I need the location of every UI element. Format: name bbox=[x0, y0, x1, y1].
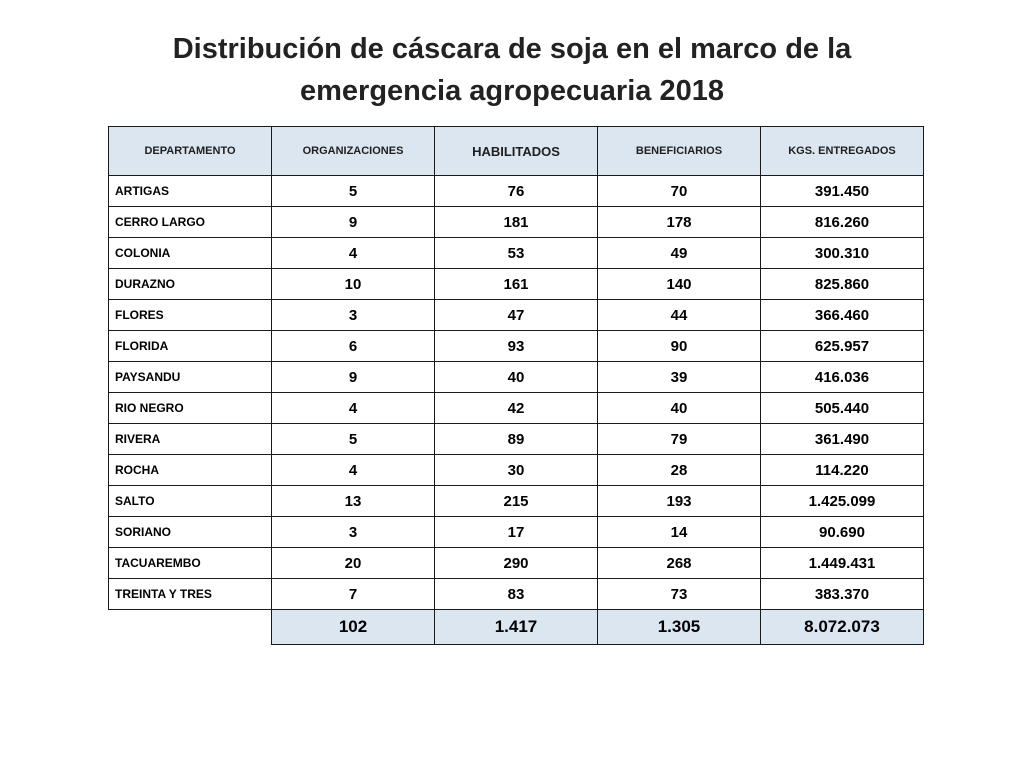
title-line-1: Distribución de cáscara de soja en el marco de la bbox=[172, 33, 852, 65]
cell-habilitados: 30 bbox=[435, 455, 598, 486]
cell-habilitados: 40 bbox=[435, 362, 598, 393]
cell-organizaciones: 3 bbox=[272, 300, 435, 331]
table-row bbox=[109, 331, 924, 362]
cell-kgs-entregados: 416.036 bbox=[761, 362, 924, 393]
cell-beneficiarios: 193 bbox=[598, 486, 761, 517]
table-row bbox=[109, 269, 924, 300]
cell-beneficiarios: 90 bbox=[598, 331, 761, 362]
cell-habilitados: 93 bbox=[435, 331, 598, 362]
header-organizaciones: ORGANIZACIONES bbox=[272, 127, 435, 176]
cell-beneficiarios: 73 bbox=[598, 579, 761, 610]
total-habilitados: 1.417 bbox=[435, 610, 598, 645]
header-beneficiarios: BENEFICIARIOS bbox=[598, 127, 761, 176]
cell-organizaciones: 4 bbox=[272, 238, 435, 269]
cell-beneficiarios: 49 bbox=[598, 238, 761, 269]
cell-kgs-entregados: 1.425.099 bbox=[761, 486, 924, 517]
table-header-row bbox=[109, 127, 924, 176]
header-habilitados: HABILITADOS bbox=[435, 127, 598, 176]
cell-kgs-entregados: 300.310 bbox=[761, 238, 924, 269]
cell-beneficiarios: 44 bbox=[598, 300, 761, 331]
cell-organizaciones: 20 bbox=[272, 548, 435, 579]
cell-departamento: ROCHA bbox=[109, 455, 272, 486]
distribution-table bbox=[108, 126, 924, 645]
cell-kgs-entregados: 816.260 bbox=[761, 207, 924, 238]
table-row bbox=[109, 424, 924, 455]
cell-kgs-entregados: 90.690 bbox=[761, 517, 924, 548]
cell-organizaciones: 4 bbox=[272, 393, 435, 424]
cell-habilitados: 76 bbox=[435, 176, 598, 207]
cell-habilitados: 181 bbox=[435, 207, 598, 238]
cell-habilitados: 47 bbox=[435, 300, 598, 331]
table-row bbox=[109, 548, 924, 579]
cell-habilitados: 42 bbox=[435, 393, 598, 424]
cell-beneficiarios: 178 bbox=[598, 207, 761, 238]
cell-kgs-entregados: 383.370 bbox=[761, 579, 924, 610]
header-departamento: DEPARTAMENTO bbox=[109, 127, 272, 176]
cell-beneficiarios: 268 bbox=[598, 548, 761, 579]
cell-beneficiarios: 70 bbox=[598, 176, 761, 207]
cell-departamento: PAYSANDU bbox=[109, 362, 272, 393]
table-row bbox=[109, 517, 924, 548]
header-kgs-entregados: KGS. ENTREGADOS bbox=[761, 127, 924, 176]
cell-habilitados: 290 bbox=[435, 548, 598, 579]
cell-departamento: SORIANO bbox=[109, 517, 272, 548]
totals-row bbox=[109, 610, 924, 645]
cell-organizaciones: 10 bbox=[272, 269, 435, 300]
cell-habilitados: 215 bbox=[435, 486, 598, 517]
table-row bbox=[109, 362, 924, 393]
cell-organizaciones: 7 bbox=[272, 579, 435, 610]
cell-organizaciones: 9 bbox=[272, 207, 435, 238]
total-beneficiarios: 1.305 bbox=[598, 610, 761, 645]
cell-departamento: RIVERA bbox=[109, 424, 272, 455]
cell-departamento: FLORES bbox=[109, 300, 272, 331]
cell-beneficiarios: 28 bbox=[598, 455, 761, 486]
table-row bbox=[109, 579, 924, 610]
cell-habilitados: 161 bbox=[435, 269, 598, 300]
cell-organizaciones: 5 bbox=[272, 424, 435, 455]
cell-beneficiarios: 40 bbox=[598, 393, 761, 424]
cell-habilitados: 17 bbox=[435, 517, 598, 548]
cell-kgs-entregados: 366.460 bbox=[761, 300, 924, 331]
totals-blank-cell bbox=[109, 610, 272, 645]
table-row bbox=[109, 238, 924, 269]
title-line-2: emergencia agropecuaria 2018 bbox=[300, 75, 724, 107]
cell-kgs-entregados: 505.440 bbox=[761, 393, 924, 424]
cell-organizaciones: 6 bbox=[272, 331, 435, 362]
cell-departamento: CERRO LARGO bbox=[109, 207, 272, 238]
cell-habilitados: 83 bbox=[435, 579, 598, 610]
table-row bbox=[109, 176, 924, 207]
cell-kgs-entregados: 1.449.431 bbox=[761, 548, 924, 579]
cell-beneficiarios: 39 bbox=[598, 362, 761, 393]
total-organizaciones: 102 bbox=[272, 610, 435, 645]
cell-kgs-entregados: 825.860 bbox=[761, 269, 924, 300]
cell-departamento: TACUAREMBO bbox=[109, 548, 272, 579]
cell-kgs-entregados: 114.220 bbox=[761, 455, 924, 486]
cell-organizaciones: 13 bbox=[272, 486, 435, 517]
table-row bbox=[109, 207, 924, 238]
table-row bbox=[109, 455, 924, 486]
cell-habilitados: 53 bbox=[435, 238, 598, 269]
slide-title bbox=[0, 28, 1024, 112]
table-row bbox=[109, 300, 924, 331]
cell-kgs-entregados: 361.490 bbox=[761, 424, 924, 455]
cell-kgs-entregados: 625.957 bbox=[761, 331, 924, 362]
cell-organizaciones: 4 bbox=[272, 455, 435, 486]
cell-departamento: RIO NEGRO bbox=[109, 393, 272, 424]
cell-beneficiarios: 14 bbox=[598, 517, 761, 548]
cell-departamento: DURAZNO bbox=[109, 269, 272, 300]
cell-departamento: TREINTA Y TRES bbox=[109, 579, 272, 610]
table-row bbox=[109, 393, 924, 424]
cell-organizaciones: 3 bbox=[272, 517, 435, 548]
table-row bbox=[109, 486, 924, 517]
cell-organizaciones: 9 bbox=[272, 362, 435, 393]
cell-organizaciones: 5 bbox=[272, 176, 435, 207]
cell-beneficiarios: 140 bbox=[598, 269, 761, 300]
cell-departamento: SALTO bbox=[109, 486, 272, 517]
cell-habilitados: 89 bbox=[435, 424, 598, 455]
cell-kgs-entregados: 391.450 bbox=[761, 176, 924, 207]
cell-beneficiarios: 79 bbox=[598, 424, 761, 455]
cell-departamento: FLORIDA bbox=[109, 331, 272, 362]
total-kgs-entregados: 8.072.073 bbox=[761, 610, 924, 645]
cell-departamento: COLONIA bbox=[109, 238, 272, 269]
cell-departamento: ARTIGAS bbox=[109, 176, 272, 207]
